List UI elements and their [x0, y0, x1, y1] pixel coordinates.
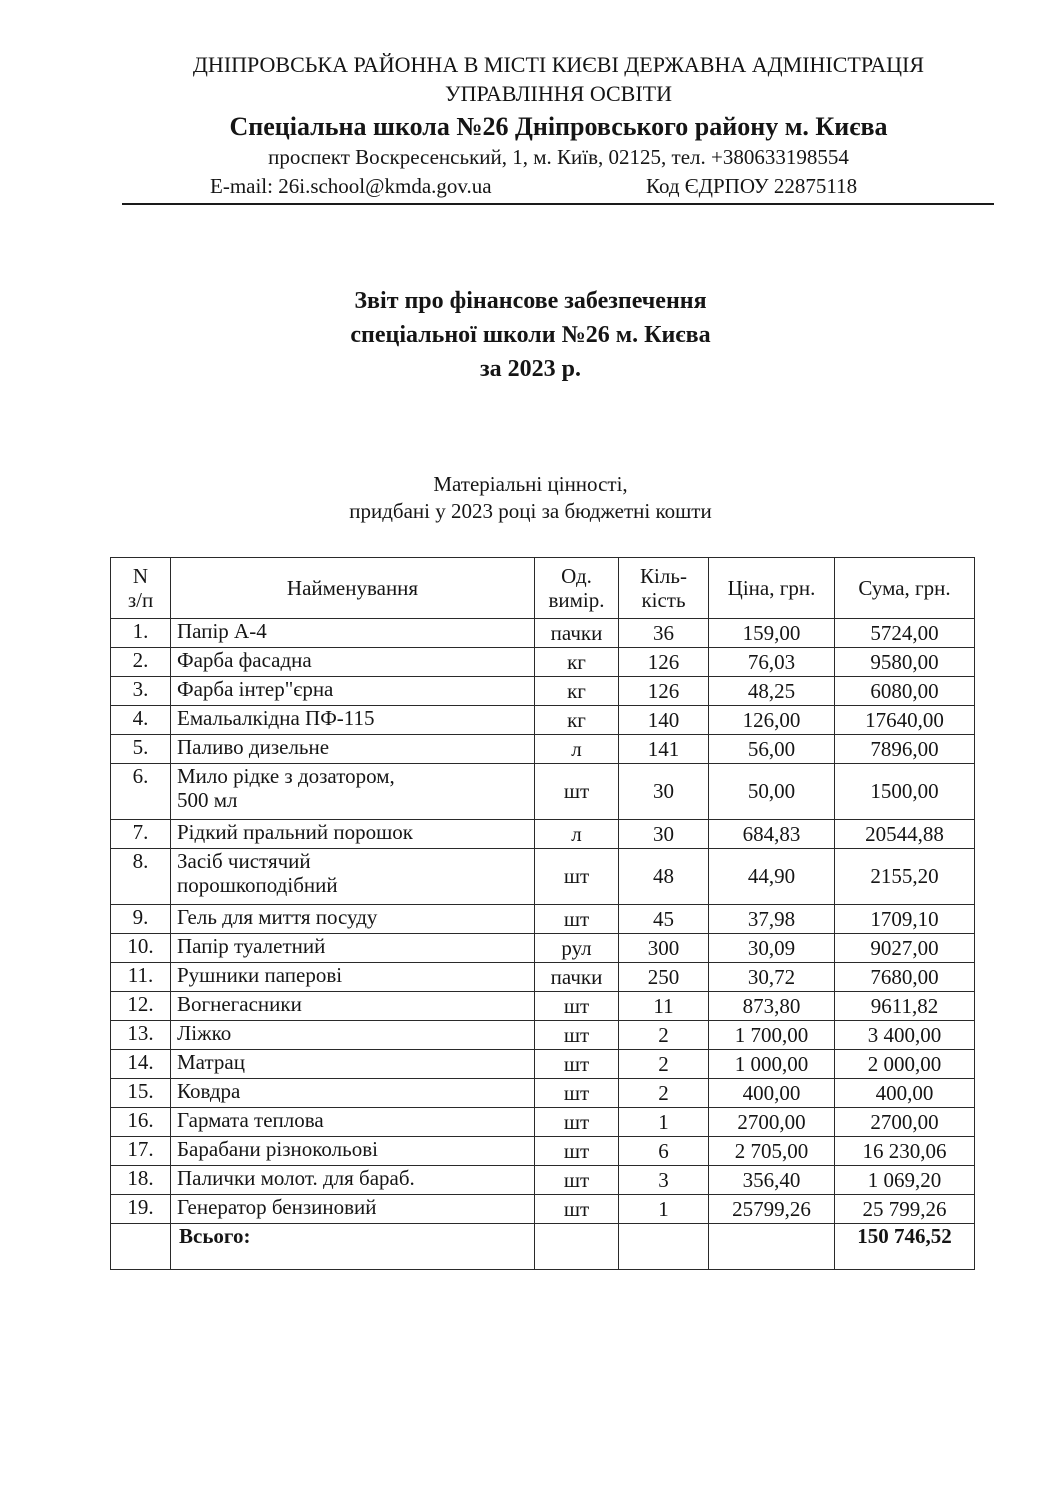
row-quantity: 36 — [619, 619, 709, 648]
row-number: 11. — [111, 963, 171, 992]
item-name: Матрац — [177, 1050, 245, 1074]
row-unit: кг — [535, 706, 619, 735]
materials-table — [110, 557, 975, 1270]
total-row — [111, 1224, 975, 1270]
row-sum: 7680,00 — [835, 963, 975, 992]
row-name — [171, 619, 535, 648]
col-header-price: Ціна, грн. — [709, 558, 835, 619]
row-sum: 17640,00 — [835, 706, 975, 735]
row-name — [171, 1195, 535, 1224]
row-price: 2 705,00 — [709, 1137, 835, 1166]
report-title-line-1: Звіт про фінансове забезпечення — [354, 288, 707, 314]
row-quantity: 30 — [619, 764, 709, 820]
table-row — [111, 1195, 975, 1224]
item-name: Папір А-4 — [177, 619, 267, 643]
row-name — [171, 1021, 535, 1050]
row-price: 1 000,00 — [709, 1050, 835, 1079]
row-name — [171, 992, 535, 1021]
row-sum: 16 230,06 — [835, 1137, 975, 1166]
row-number: 17. — [111, 1137, 171, 1166]
row-price: 684,83 — [709, 820, 835, 849]
row-number: 3. — [111, 677, 171, 706]
item-name-continued: порошкоподібний — [177, 873, 338, 898]
total-unit-cell — [535, 1224, 619, 1270]
row-quantity: 250 — [619, 963, 709, 992]
row-name — [171, 934, 535, 963]
row-quantity: 3 — [619, 1166, 709, 1195]
total-number-cell — [111, 1224, 171, 1270]
row-unit: шт — [535, 905, 619, 934]
item-name: Палички молот. для бараб. — [177, 1166, 415, 1190]
col-header-sum: Сума, грн. — [835, 558, 975, 619]
row-number: 19. — [111, 1195, 171, 1224]
table-row — [111, 1137, 975, 1166]
table-row — [111, 1021, 975, 1050]
item-name: Ліжко — [177, 1021, 232, 1045]
row-quantity: 45 — [619, 905, 709, 934]
row-quantity: 48 — [619, 849, 709, 905]
row-sum: 25 799,26 — [835, 1195, 975, 1224]
total-label: Всього: — [171, 1224, 535, 1270]
row-sum: 9580,00 — [835, 648, 975, 677]
authority-name: ДНІПРОВСЬКА РАЙОННА В МІСТІ КИЄВІ ДЕРЖАВНА АДМІНІСТРАЦІЯ — [192, 52, 925, 77]
row-sum: 9027,00 — [835, 934, 975, 963]
row-unit: шт — [535, 1021, 619, 1050]
table-row — [111, 905, 975, 934]
table-row — [111, 820, 975, 849]
table-row — [111, 735, 975, 764]
row-name — [171, 735, 535, 764]
row-sum: 2155,20 — [835, 849, 975, 905]
row-name — [171, 963, 535, 992]
row-price: 2700,00 — [709, 1108, 835, 1137]
row-unit: шт — [535, 849, 619, 905]
row-unit: пачки — [535, 619, 619, 648]
row-number: 7. — [111, 820, 171, 849]
row-number: 14. — [111, 1050, 171, 1079]
item-name: Фарба фасадна — [177, 648, 312, 672]
row-number: 16. — [111, 1108, 171, 1137]
row-price: 1 700,00 — [709, 1021, 835, 1050]
item-name: Мило рідке з дозатором, — [177, 764, 395, 788]
row-number: 6. — [111, 764, 171, 820]
row-quantity: 2 — [619, 1050, 709, 1079]
item-name: Барабани різнокольові — [177, 1137, 378, 1161]
row-unit: кг — [535, 677, 619, 706]
row-name — [171, 849, 535, 905]
row-price: 76,03 — [709, 648, 835, 677]
row-price: 400,00 — [709, 1079, 835, 1108]
row-unit: рул — [535, 934, 619, 963]
row-sum: 400,00 — [835, 1079, 975, 1108]
item-name: Рушники паперові — [177, 963, 343, 987]
row-price: 56,00 — [709, 735, 835, 764]
row-quantity: 126 — [619, 677, 709, 706]
row-quantity: 11 — [619, 992, 709, 1021]
table-row — [111, 1050, 975, 1079]
table-row — [111, 849, 975, 905]
row-name — [171, 677, 535, 706]
header-divider — [122, 203, 994, 205]
row-unit: пачки — [535, 963, 619, 992]
row-price: 48,25 — [709, 677, 835, 706]
row-number: 8. — [111, 849, 171, 905]
row-number: 10. — [111, 934, 171, 963]
table-row — [111, 1108, 975, 1137]
table-row — [111, 992, 975, 1021]
row-unit: шт — [535, 1195, 619, 1224]
row-unit: л — [535, 735, 619, 764]
row-price: 873,80 — [709, 992, 835, 1021]
item-name: Генератор бензиновий — [177, 1195, 377, 1219]
row-quantity: 1 — [619, 1195, 709, 1224]
item-name: Рідкий пральний порошок — [177, 820, 414, 844]
total-sum: 150 746,52 — [835, 1224, 975, 1270]
department-name: УПРАВЛІННЯ ОСВІТИ — [445, 81, 672, 106]
row-name — [171, 648, 535, 677]
row-unit: шт — [535, 1166, 619, 1195]
row-price: 37,98 — [709, 905, 835, 934]
row-price: 30,09 — [709, 934, 835, 963]
item-name: Вогнегасники — [177, 992, 302, 1016]
row-unit: кг — [535, 648, 619, 677]
item-name: Гель для миття посуду — [177, 905, 378, 929]
table-row — [111, 1079, 975, 1108]
item-name: Фарба інтер"єрна — [177, 677, 334, 701]
row-unit: шт — [535, 764, 619, 820]
row-sum: 2 000,00 — [835, 1050, 975, 1079]
row-number: 15. — [111, 1079, 171, 1108]
table-row — [111, 1166, 975, 1195]
row-unit: шт — [535, 992, 619, 1021]
table-caption-line-1: Матеріальні цінності, — [433, 472, 628, 496]
row-sum: 7896,00 — [835, 735, 975, 764]
row-number: 4. — [111, 706, 171, 735]
row-unit: л — [535, 820, 619, 849]
row-price: 44,90 — [709, 849, 835, 905]
school-address: проспект Воскресенський, 1, м. Київ, 02125, тел. +380633198554 — [268, 145, 849, 169]
row-quantity: 2 — [619, 1021, 709, 1050]
row-unit: шт — [535, 1137, 619, 1166]
col-header-name: Найменування — [171, 558, 535, 619]
row-name — [171, 706, 535, 735]
row-name — [171, 1108, 535, 1137]
row-number: 9. — [111, 905, 171, 934]
row-quantity: 6 — [619, 1137, 709, 1166]
row-unit: шт — [535, 1108, 619, 1137]
row-name — [171, 905, 535, 934]
row-unit: шт — [535, 1050, 619, 1079]
col-header-unit: Од. вимір. — [535, 558, 619, 619]
row-sum: 2700,00 — [835, 1108, 975, 1137]
row-name — [171, 1166, 535, 1195]
row-quantity: 1 — [619, 1108, 709, 1137]
row-price: 356,40 — [709, 1166, 835, 1195]
table-caption-line-2: придбані у 2023 році за бюджетні кошти — [349, 499, 712, 523]
table-row — [111, 963, 975, 992]
row-quantity: 30 — [619, 820, 709, 849]
row-name — [171, 1050, 535, 1079]
row-number: 12. — [111, 992, 171, 1021]
col-header-number: N з/п — [111, 558, 171, 619]
row-quantity: 140 — [619, 706, 709, 735]
report-title-line-3: за 2023 р. — [480, 356, 581, 382]
row-number: 2. — [111, 648, 171, 677]
row-quantity: 126 — [619, 648, 709, 677]
school-email: E-mail: 26i.school@kmda.gov.ua — [210, 174, 492, 198]
total-price-cell — [709, 1224, 835, 1270]
table-row — [111, 764, 975, 820]
item-name: Папір туалетний — [177, 934, 326, 958]
row-quantity: 2 — [619, 1079, 709, 1108]
row-quantity: 141 — [619, 735, 709, 764]
row-number: 5. — [111, 735, 171, 764]
row-name — [171, 820, 535, 849]
row-price: 25799,26 — [709, 1195, 835, 1224]
item-name: Ковдра — [177, 1079, 241, 1103]
row-name — [171, 764, 535, 820]
table-row — [111, 648, 975, 677]
row-sum: 1 069,20 — [835, 1166, 975, 1195]
edrpou-code: Код ЄДРПОУ 22875118 — [646, 174, 858, 198]
item-name: Гармата теплова — [177, 1108, 324, 1132]
table-row — [111, 934, 975, 963]
table-row — [111, 619, 975, 648]
table-row — [111, 677, 975, 706]
row-name — [171, 1079, 535, 1108]
row-name — [171, 1137, 535, 1166]
school-name: Спеціальна школа №26 Дніпровського району м. Києва — [229, 112, 888, 141]
table-row — [111, 706, 975, 735]
item-name: Емальалкідна ПФ-115 — [177, 706, 375, 730]
item-name: Засіб чистячий — [177, 849, 311, 873]
total-quantity-cell — [619, 1224, 709, 1270]
row-price: 126,00 — [709, 706, 835, 735]
row-quantity: 300 — [619, 934, 709, 963]
item-name: Паливо дизельне — [177, 735, 330, 759]
row-number: 18. — [111, 1166, 171, 1195]
row-sum: 1709,10 — [835, 905, 975, 934]
row-sum: 20544,88 — [835, 820, 975, 849]
report-title-line-2: спеціальної школи №26 м. Києва — [350, 322, 711, 348]
item-name-continued: 500 мл — [177, 788, 238, 813]
row-sum: 1500,00 — [835, 764, 975, 820]
row-number: 13. — [111, 1021, 171, 1050]
row-sum: 9611,82 — [835, 992, 975, 1021]
row-number: 1. — [111, 619, 171, 648]
col-header-quantity: Кіль- кість — [619, 558, 709, 619]
row-price: 50,00 — [709, 764, 835, 820]
row-price: 30,72 — [709, 963, 835, 992]
table-header-row — [111, 558, 975, 619]
row-sum: 5724,00 — [835, 619, 975, 648]
row-price: 159,00 — [709, 619, 835, 648]
row-sum: 3 400,00 — [835, 1021, 975, 1050]
row-sum: 6080,00 — [835, 677, 975, 706]
row-unit: шт — [535, 1079, 619, 1108]
